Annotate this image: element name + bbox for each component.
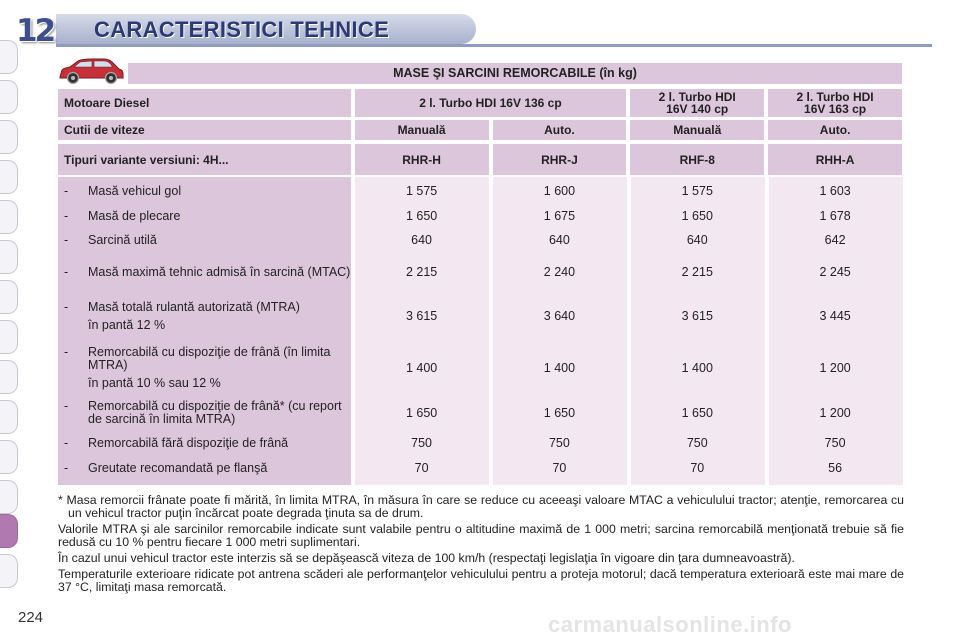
row-bullet: - <box>64 183 69 198</box>
variant-cell: RHH-A <box>768 144 902 175</box>
car-icon <box>56 57 126 87</box>
table-cell: 1 603 <box>819 184 851 198</box>
table-cell: 70 <box>552 461 567 475</box>
chapter-tab[interactable] <box>0 480 18 514</box>
table-cell: 3 615 <box>405 309 438 323</box>
footnote: Valorile MTRA şi ale sarcinilor remorcabile indicate sunt valabile pentru o altitudine maximă de 1 000 metri; sarcina remorcabilă menţionată trebuie să fie redusă cu 10 % pentru fiecare 1 000 metri suplimentari. <box>58 522 904 549</box>
row-label-text: Remorcabilă fără dispoziţie de frână <box>88 435 289 450</box>
table-cell: 2 215 <box>681 265 713 279</box>
table-cell: 2 245 <box>819 265 851 279</box>
row-bullet: - <box>64 208 69 223</box>
gearbox-cell: Auto. <box>493 120 627 140</box>
table-cell: 750 <box>411 436 432 450</box>
row-bullet: - <box>64 299 69 314</box>
table-cell: 1 678 <box>819 209 851 223</box>
chapter-tab[interactable] <box>0 80 18 114</box>
table-cell: 1 575 <box>681 184 713 198</box>
row-label <box>58 346 351 390</box>
table-cell: 56 <box>828 461 843 475</box>
row-label-text: Masă totală rulantă autorizată (MTRA) <box>88 299 300 314</box>
table-cell: 1 400 <box>543 361 576 375</box>
chapter-tab[interactable] <box>0 554 18 588</box>
table-cell: 1 650 <box>405 209 438 223</box>
footnotes <box>58 494 904 597</box>
row-label-text: Greutate recomandată pe flanşă <box>88 460 268 475</box>
table-section-title: MASE ŞI SARCINI REMORCABILE (în kg) <box>128 63 902 84</box>
table-cell: 2 215 <box>405 265 438 279</box>
variant-cell: RHR-H <box>355 144 489 175</box>
table-cell: 642 <box>824 233 846 247</box>
table-row <box>58 457 902 479</box>
engine-header: 2 l. Turbo HDI 16V 136 cp <box>355 89 627 117</box>
table-cell: 1 650 <box>543 406 576 420</box>
variant-row <box>58 144 902 175</box>
footnote: * Masa remorcii frânate poate fi mărită, în limita MTRA, în măsura în care se reduce cu aceeaşi valoare MTAC a vehiculului tractor; atenţie, remorcarea cu un vehicul tractor puţin încărcat poate degrada ţinuta sa de drum. <box>58 493 904 520</box>
table-cell: 1 400 <box>681 361 713 375</box>
chapter-tab[interactable] <box>0 360 18 394</box>
table-cell: 2 240 <box>543 265 576 279</box>
row-label-text: Masă maximă tehnic admisă în sarcină (MTAC) <box>88 264 351 279</box>
row-label <box>58 185 351 198</box>
table-cell: 750 <box>686 436 708 450</box>
gearbox-row <box>58 120 902 140</box>
chapter-tab[interactable] <box>0 240 18 274</box>
row-label-text: Sarcină utilă <box>88 232 157 247</box>
page-number: 224 <box>18 609 44 626</box>
page-title: CARACTERISTICI TEHNICE <box>94 17 390 42</box>
table-cell: 750 <box>548 436 570 450</box>
variant-cell: RHF-8 <box>630 144 764 175</box>
table-cell: 640 <box>548 233 570 247</box>
chapter-tab[interactable] <box>0 120 18 154</box>
table-cell: 640 <box>686 233 708 247</box>
row-label <box>58 400 351 426</box>
table-cell: 1 650 <box>681 209 713 223</box>
header-divider <box>56 44 932 47</box>
row-bullet: - <box>64 264 69 279</box>
row-label-subtext: în pantă 12 % <box>88 317 166 332</box>
engine-row <box>58 89 902 117</box>
table-row <box>58 296 902 336</box>
table-cell: 70 <box>414 461 429 475</box>
table-cell: 1 650 <box>405 406 438 420</box>
row-bullet: - <box>64 232 69 247</box>
footnote: Temperaturile exterioare ridicate pot antrena scăderi ale performanţelor vehiculului pentru a proteja motorul; dacă temperatura exterioară este mai mare de 37 °C, limitaţi masa remorcată. <box>58 567 904 594</box>
table-cell: 1 400 <box>405 361 438 375</box>
gearbox-cell: Manuală <box>630 120 764 140</box>
gearbox-cell: Auto. <box>768 120 902 140</box>
row-label <box>58 437 351 450</box>
row-bullet: - <box>64 460 69 475</box>
table-row <box>58 432 902 454</box>
table-cell: 1 675 <box>543 209 576 223</box>
gearbox-cell: Manuală <box>355 120 489 140</box>
variant-row-label: Tipuri variante versiuni: 4H... <box>58 144 351 175</box>
engine-header: 2 l. Turbo HDI 16V 163 cp <box>768 89 902 117</box>
table-row <box>58 229 902 251</box>
chapter-tab[interactable] <box>0 200 18 234</box>
row-label-text: Masă vehicul gol <box>88 183 182 198</box>
table-cell: 3 615 <box>681 309 713 323</box>
gearbox-row-label: Cutii de viteze <box>58 120 351 140</box>
row-label <box>58 234 351 247</box>
table-row <box>58 255 902 289</box>
table-cell: 70 <box>690 461 705 475</box>
table-row <box>58 398 902 428</box>
chapter-number: 12 <box>16 13 54 49</box>
table-row <box>58 180 902 202</box>
table-cell: 3 445 <box>819 309 851 323</box>
table-cell: 1 575 <box>405 184 438 198</box>
table-row <box>58 343 902 393</box>
table-cell: 1 200 <box>819 361 851 375</box>
row-label-text: Remorcabilă cu dispoziţie de frână (în limita MTRA) <box>88 345 331 372</box>
row-label <box>58 210 351 223</box>
row-label <box>58 462 351 475</box>
table-cell: 1 200 <box>819 406 851 420</box>
row-label-subtext: în pantă 10 % sau 12 % <box>88 376 221 390</box>
chapter-tab[interactable] <box>0 400 18 434</box>
table-cell: 1 650 <box>681 406 713 420</box>
row-label-text: Remorcabilă cu dispoziţie de frână* (cu report de sarcină în limita MTRA) <box>88 399 342 426</box>
chapter-tab[interactable] <box>0 440 18 474</box>
watermark: carmanualsonline.info <box>548 612 792 637</box>
row-label-text: Masă de plecare <box>88 208 181 223</box>
table-cell: 1 600 <box>543 184 576 198</box>
chapter-tabs <box>0 40 22 600</box>
row-label <box>58 301 351 332</box>
variant-cell: RHR-J <box>493 144 627 175</box>
footnote: În cazul unui vehicul tractor este interzis să se depăşească viteza de 100 km/h (respectaţi legislaţia în vigoare din ţara dumneavoastră). <box>58 551 795 565</box>
row-label <box>58 266 351 279</box>
row-bullet: - <box>64 345 69 359</box>
table-cell: 3 640 <box>543 309 576 323</box>
table-cell: 750 <box>824 436 846 450</box>
chapter-tab-active[interactable] <box>0 514 18 548</box>
table-row <box>58 205 902 227</box>
engine-row-label: Motoare Diesel <box>58 89 351 117</box>
chapter-tab[interactable] <box>0 160 18 194</box>
row-bullet: - <box>64 399 69 413</box>
chapter-tab[interactable] <box>0 320 18 354</box>
row-bullet: - <box>64 435 69 450</box>
engine-header: 2 l. Turbo HDI 16V 140 cp <box>630 89 764 117</box>
chapter-tab[interactable] <box>0 280 18 314</box>
table-cell: 640 <box>411 233 432 247</box>
